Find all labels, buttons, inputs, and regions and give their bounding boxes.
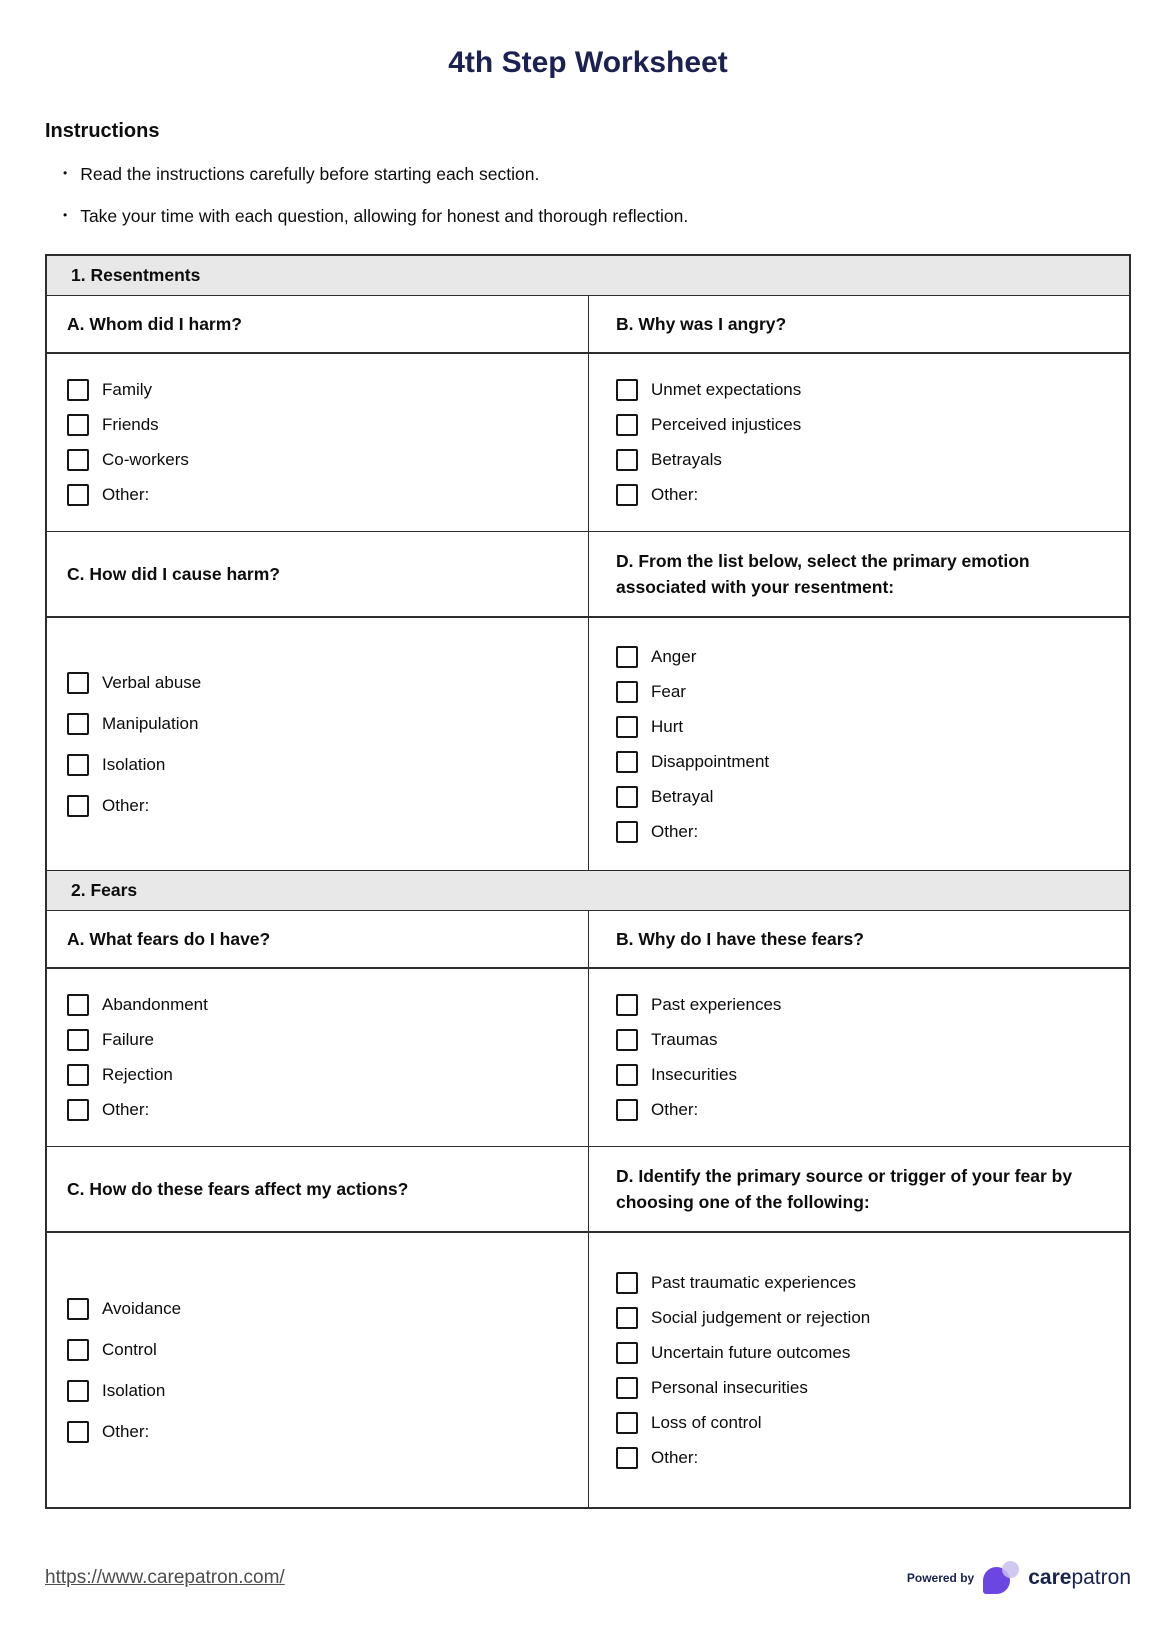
checkbox[interactable]: [616, 379, 638, 401]
checkbox[interactable]: [67, 1029, 89, 1051]
bullet-icon: •: [63, 208, 68, 222]
checkbox-label: Betrayals: [651, 450, 722, 469]
answers-d2: [588, 1233, 1129, 1507]
checkbox[interactable]: [616, 1272, 638, 1294]
checkbox-option: [616, 681, 1115, 703]
checkbox-option: [616, 449, 1115, 471]
instruction-text: Take your time with each question, allowing for honest and thorough reflection.: [80, 206, 689, 226]
checkbox-option: [67, 379, 574, 401]
checkbox[interactable]: [616, 1099, 638, 1121]
checkbox-label: Abandonment: [102, 995, 208, 1014]
checkbox[interactable]: [67, 1380, 89, 1402]
checkbox-option: [67, 1029, 574, 1051]
brand-care: care: [1028, 1565, 1072, 1589]
page-title: 4th Step Worksheet: [448, 46, 728, 79]
checkbox-option: [67, 795, 574, 817]
checkbox-option: [616, 1412, 1115, 1434]
logo-circle-shape: [1002, 1561, 1019, 1578]
checkbox-option: [616, 1307, 1115, 1329]
checkbox[interactable]: [67, 754, 89, 776]
instruction-text: Read the instructions carefully before starting each section.: [80, 164, 540, 184]
checkbox[interactable]: [616, 484, 638, 506]
checkbox-option: [67, 1380, 574, 1402]
checkbox-label: Hurt: [651, 716, 684, 736]
checkbox-option: [616, 1342, 1115, 1364]
answers-c2: [47, 1233, 588, 1507]
checkbox-label: Past traumatic experiences: [651, 1272, 857, 1292]
checkbox-option: [616, 1099, 1115, 1121]
checkbox-label: Avoidance: [102, 1298, 182, 1318]
checkbox[interactable]: [616, 1029, 638, 1051]
checkbox-option: [616, 1377, 1115, 1399]
checkbox[interactable]: [616, 681, 638, 703]
checkbox-option: [67, 1339, 574, 1361]
checkbox-option: [616, 1029, 1115, 1051]
question-c1: C. How did I cause harm?: [67, 563, 280, 584]
answers-c1: [47, 618, 588, 870]
checkbox[interactable]: [67, 1339, 89, 1361]
instructions-section: [45, 120, 1131, 227]
answer-row: [47, 354, 1129, 532]
question-row: [47, 1147, 1129, 1233]
checkbox[interactable]: [67, 1298, 89, 1320]
checkbox-label: Unmet expectations: [651, 380, 802, 399]
section-header-resentments: 1. Resentments: [47, 256, 1129, 296]
checkbox-option: [616, 379, 1115, 401]
checkbox-label: Other:: [102, 1421, 150, 1441]
checkbox[interactable]: [67, 1064, 89, 1086]
checkbox[interactable]: [616, 1447, 638, 1469]
checkbox-label: Loss of control: [651, 1412, 762, 1432]
powered-by: [907, 1561, 1131, 1594]
checkbox-label: Personal insecurities: [651, 1377, 808, 1397]
footer: [45, 1561, 1131, 1594]
checkbox-option: [616, 751, 1115, 773]
checkbox[interactable]: [616, 786, 638, 808]
checkbox-label: Uncertain future outcomes: [651, 1342, 851, 1362]
checkbox-option: [67, 414, 574, 436]
checkbox[interactable]: [616, 1064, 638, 1086]
footer-link[interactable]: https://www.carepatron.com/: [45, 1566, 285, 1588]
checkbox-label: Other:: [651, 485, 699, 504]
checkbox-label: Past experiences: [651, 995, 782, 1014]
checkbox[interactable]: [67, 994, 89, 1016]
checkbox-option: [67, 1298, 574, 1320]
checkbox-label: Fear: [651, 681, 686, 701]
carepatron-logo-icon: [983, 1561, 1019, 1594]
question-c2: C. How do these fears affect my actions?: [67, 1178, 409, 1199]
checkbox[interactable]: [67, 713, 89, 735]
question-a1: A. Whom did I harm?: [67, 313, 242, 334]
checkbox[interactable]: [616, 449, 638, 471]
section-header-fears: 2. Fears: [47, 871, 1129, 911]
checkbox-label: Co-workers: [102, 450, 189, 469]
checkbox-label: Traumas: [651, 1030, 718, 1049]
checkbox-option: [67, 672, 574, 694]
answers-d1: [588, 618, 1129, 870]
answers-b2: [588, 969, 1129, 1146]
checkbox[interactable]: [616, 1412, 638, 1434]
checkbox[interactable]: [67, 1099, 89, 1121]
question-row: [47, 532, 1129, 618]
checkbox-label: Other:: [102, 485, 150, 504]
checkbox-option: [616, 484, 1115, 506]
checkbox-label: Anger: [651, 646, 697, 666]
checkbox[interactable]: [616, 1307, 638, 1329]
question-row: [47, 911, 1129, 969]
checkbox-option: [616, 786, 1115, 808]
checkbox[interactable]: [616, 1342, 638, 1364]
checkbox-option: [67, 1099, 574, 1121]
checkbox-option: [616, 1447, 1115, 1469]
question-b2: B. Why do I have these fears?: [588, 911, 1129, 967]
checkbox-option: [67, 449, 574, 471]
checkbox[interactable]: [616, 1377, 638, 1399]
checkbox-label: Other:: [102, 1100, 150, 1119]
question-d1: D. From the list below, select the primary emotion associated with your resentment:: [588, 532, 1129, 616]
checkbox[interactable]: [67, 449, 89, 471]
checkbox-label: Other:: [651, 1447, 699, 1467]
question-b1: B. Why was I angry?: [588, 296, 1129, 352]
checkbox-option: [616, 1064, 1115, 1086]
answer-row: [47, 618, 1129, 871]
checkbox-label: Perceived injustices: [651, 415, 802, 434]
question-a2: A. What fears do I have?: [67, 928, 271, 949]
checkbox-option: [67, 713, 574, 735]
instruction-bullet: [63, 164, 1131, 185]
checkbox-label: Failure: [102, 1030, 154, 1049]
checkbox-label: Family: [102, 380, 153, 399]
checkbox[interactable]: [616, 716, 638, 738]
checkbox-option: [616, 1272, 1115, 1294]
checkbox-label: Manipulation: [102, 713, 199, 733]
answers-b1: [588, 354, 1129, 531]
instructions-heading: Instructions: [45, 120, 160, 142]
instruction-bullet: [63, 206, 1131, 227]
checkbox-label: Insecurities: [651, 1065, 737, 1084]
checkbox-label: Isolation: [102, 754, 166, 774]
checkbox-option: [616, 821, 1115, 843]
checkbox-label: Betrayal: [651, 786, 714, 806]
checkbox-label: Social judgement or rejection: [651, 1307, 871, 1327]
answer-row: [47, 1233, 1129, 1507]
answers-a2: [47, 969, 588, 1146]
checkbox-label: Other:: [651, 821, 699, 841]
checkbox-option: [67, 754, 574, 776]
checkbox-option: [616, 716, 1115, 738]
checkbox[interactable]: [67, 1421, 89, 1443]
answer-row: [47, 969, 1129, 1147]
checkbox-option: [616, 414, 1115, 436]
checkbox[interactable]: [67, 795, 89, 817]
powered-by-label: Powered by: [906, 1570, 975, 1585]
brand-patron: patron: [1071, 1565, 1131, 1589]
checkbox-label: Control: [102, 1339, 157, 1359]
question-row: [47, 296, 1129, 354]
checkbox[interactable]: [616, 751, 638, 773]
checkbox-option: [616, 646, 1115, 668]
checkbox-option: [616, 994, 1115, 1016]
checkbox-label: Other:: [102, 795, 150, 815]
checkbox-label: Rejection: [102, 1065, 173, 1084]
checkbox[interactable]: [67, 414, 89, 436]
checkbox[interactable]: [616, 821, 638, 843]
checkbox-label: Verbal abuse: [102, 672, 202, 692]
checkbox-label: Isolation: [102, 1380, 166, 1400]
checkbox[interactable]: [616, 646, 638, 668]
question-d2: D. Identify the primary source or trigger of your fear by choosing one of the following:: [588, 1147, 1129, 1231]
checkbox-option: [67, 484, 574, 506]
answers-a1: [47, 354, 588, 531]
checkbox-label: Disappointment: [651, 751, 770, 771]
checkbox[interactable]: [616, 414, 638, 436]
checkbox-label: Other:: [651, 1100, 699, 1119]
checkbox[interactable]: [67, 672, 89, 694]
bullet-icon: •: [63, 166, 68, 180]
checkbox-option: [67, 1064, 574, 1086]
checkbox[interactable]: [616, 994, 638, 1016]
carepatron-wordmark: [1028, 1566, 1131, 1590]
worksheet-table: [45, 254, 1131, 1509]
checkbox-option: [67, 1421, 574, 1443]
checkbox[interactable]: [67, 379, 89, 401]
checkbox-label: Friends: [102, 415, 159, 434]
checkbox[interactable]: [67, 484, 89, 506]
checkbox-option: [67, 994, 574, 1016]
